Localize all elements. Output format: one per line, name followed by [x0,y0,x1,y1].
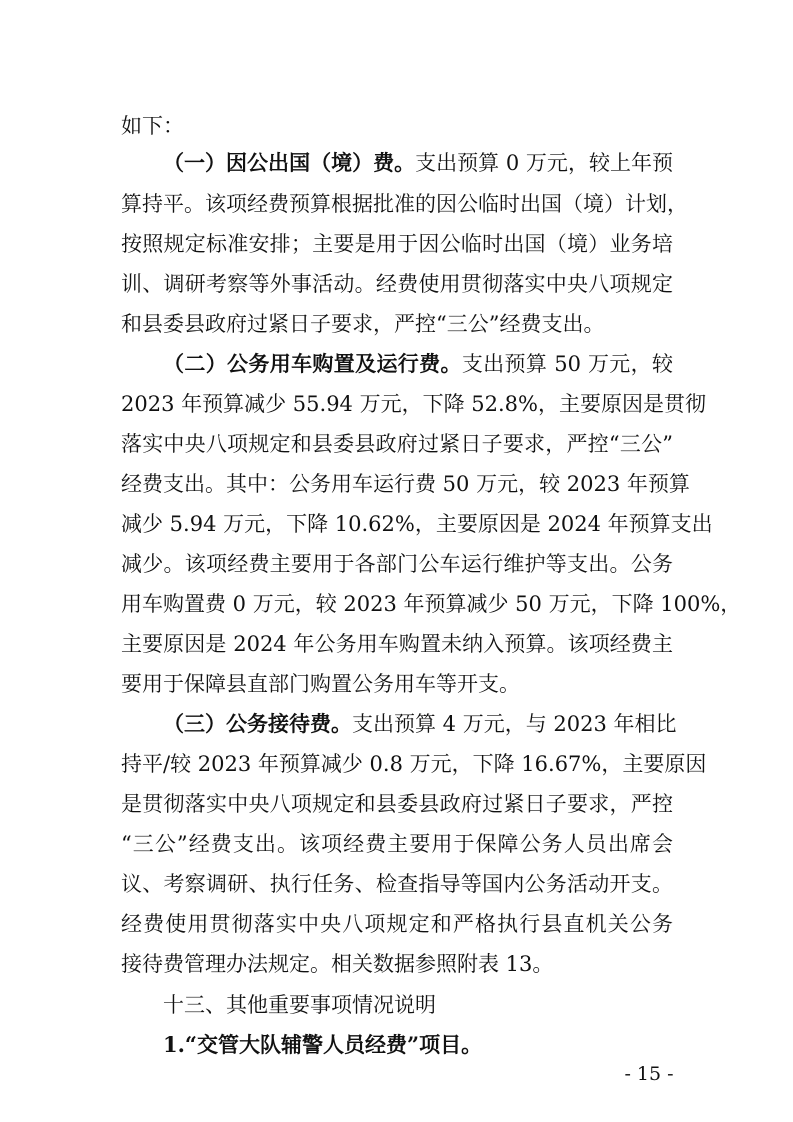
text-line: 按照规定标准安排；主要是用于因公临时出国（境）业务培 [121,232,673,256]
text-line: 如下： [121,114,184,138]
text-line: “三公”经费支出。该项经费主要用于保障公务人员出席会 [121,832,673,856]
text-line: 是贯彻落实中央八项规定和县委县政府过紧日子要求，严控 [121,792,673,816]
section-2-title: （二）公务用车购置及运行费。 [163,351,462,376]
section-3-heading-line: （三）公务接待费。支出预算 4 万元，与 2023 年相比 [163,711,677,736]
text-line: 和县委县政府过紧日子要求，严控“三公”经费支出。 [121,312,605,336]
text-line: 减少。该项经费主要用于各部门公车运行维护等支出。公务 [121,552,673,576]
text-line: 议、考察调研、执行任务、检查指导等国内公务活动开支。 [121,872,673,896]
text-line: 落实中央八项规定和县委县政府过紧日子要求，严控“三公” [121,432,673,456]
text-line: 用车购置费 0 万元，较 2023 年预算减少 50 万元，下降 100%， [121,592,742,616]
section-1-heading-line: （一）因公出国（境）费。支出预算 0 万元，较上年预 [163,150,673,175]
section-2-heading-line: （二）公务用车购置及运行费。支出预算 50 万元，较 [163,351,673,376]
text-line: 减少 5.94 万元，下降 10.62%，主要原因是 2024 年预算支出 [121,512,713,536]
text-line: 接待费管理办法规定。相关数据参照附表 13。 [121,952,554,976]
page-number: - 15 - [624,1063,674,1085]
text-line: 训、调研考察等外事活动。经费使用贯彻落实中央八项规定 [121,272,673,296]
text-line: 持平/较 2023 年预算减少 0.8 万元，下降 16.67%，主要原因 [121,752,707,776]
text-line: 主要原因是 2024 年公务用车购置未纳入预算。该项经费主 [121,632,673,656]
text-line: 要用于保障县直部门购置公务用车等开支。 [121,672,520,696]
text-line: 算持平。该项经费预算根据批准的因公临时出国（境）计划， [121,192,688,216]
text-line: 2023 年预算减少 55.94 万元，下降 52.8%，主要原因是贯彻 [121,392,706,416]
section-1-title: （一）因公出国（境）费。 [163,150,416,175]
section-3-title: （三）公务接待费。 [163,711,352,736]
item-1-heading: 1.“交管大队辅警人员经费”项目。 [163,1032,483,1057]
text-line: 经费使用贯彻落实中央八项规定和严格执行县直机关公务 [121,912,673,936]
text-line: 经费支出。其中：公务用车运行费 50 万元，较 2023 年预算 [121,472,690,496]
section-13-heading: 十三、其他重要事项情况说明 [163,993,436,1017]
